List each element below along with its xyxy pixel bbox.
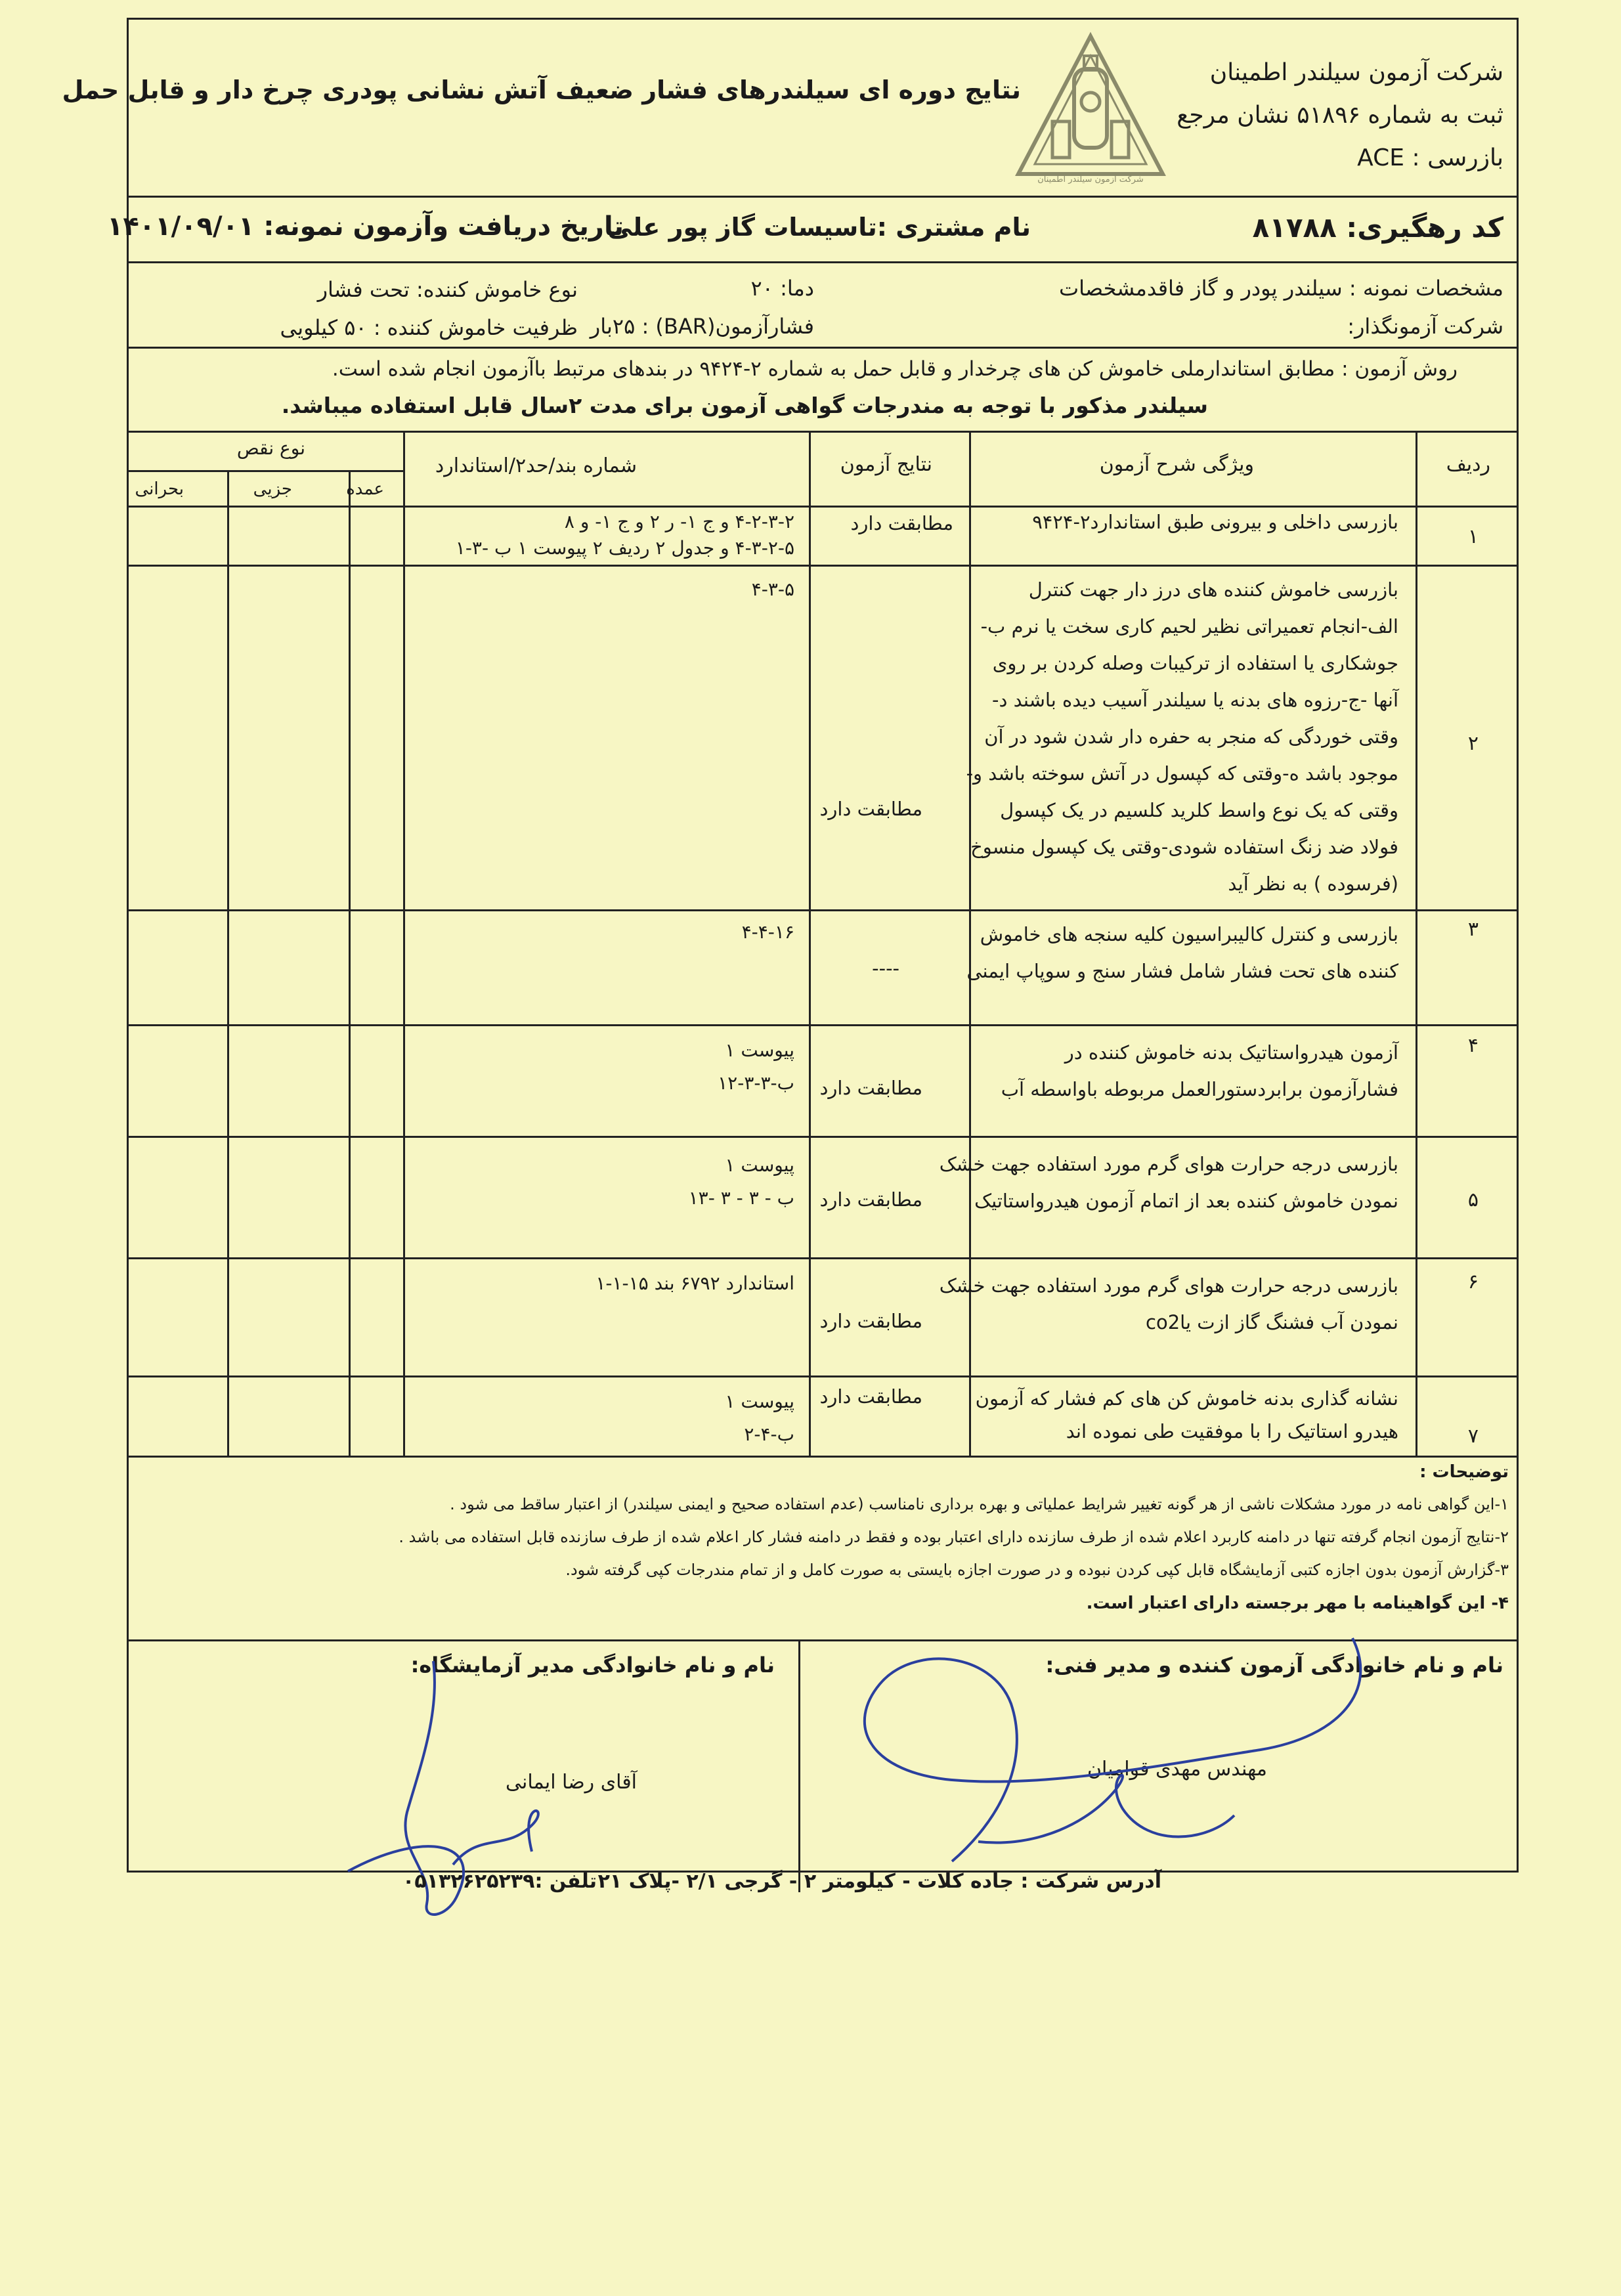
row-1-clause: ۴-۲-۳-۲ و ج ۱- ر ۲ و ج ۱- و ۸ ۴-۳-۲-۵ و جدول ۲ ردیف ۲ پیوست ۱ ب -۳-۱ [455,511,794,559]
row-5-result: مطابقت دارد [819,1188,922,1211]
row-2-no: ۲ [1467,732,1479,755]
header-critical: بحرانی [135,479,184,499]
note-1: ۱-این گواهی نامه در مورد مشکلات ناشی از هر گونه تغییر شرایط عملیاتی و بهره برداری نامناسب (عدم استفاده صحیح و ایمنی سیلندر) از اعتبار ساقط می شود . [450,1495,1509,1513]
header-row-no: ردیف [1446,453,1490,476]
row-4-clause: پیوست ۱ ب-۳-۳-۱۲ [718,1039,794,1094]
lab-manager-name: آقای رضا ایمانی [506,1771,637,1794]
lab-manager-label: نام و نام خانوادگی مدیر آزمایشگاه: [410,1653,775,1678]
tester-name: مهندس مهدی قوامیان [1087,1758,1267,1781]
method-line-1: روش آزمون : مطابق استاندارملی خاموش کن های چرخدار و قابل حمل به شماره ۲-۹۴۲۴ در بندهای مرتبط باآزمون انجام شده است. [332,357,1458,381]
sample-spec: مشخصات نمونه : سیلندر پودر و گاز فاقدمشخصات [1058,276,1503,301]
row-7-result: مطابقت دارد [819,1385,922,1408]
row-5-clause: پیوست ۱ ب - ۳ - ۳ -۱۳ [688,1154,794,1209]
tester-signature [840,1625,1412,1901]
row-6-description: بازرسی درجه حرارت هوای گرم مورد استفاده جهت خشک نمودن آب فشنگ گاز ازت یاco2 [939,1274,1398,1333]
row-1-no: ۱ [1467,525,1479,548]
header-description: ویژگی شرح آزمون [1099,453,1254,476]
info-rows-2-3 [129,261,1517,347]
test-method [129,347,1517,431]
method-line-2: سیلندر مذکور با توجه به مندرجات گواهی آزمون برای مدت ۲سال قابل استفاده میباشد. [281,393,1208,418]
company-address: آدرس شرکت : جاده کلات - کیلومتر ۲ - گرجی ۲/۱ -پلاک ۲۱ [597,1870,1161,1893]
row-2-description: بازرسی خاموش کننده های درز دار جهت کنترل الف-انجام تعمیراتی نظیر لحیم کاری سخت یا نرم ب- جوشکاری یا استفاده از ترکیبات وصله کردن بر روی آنها -ج-رزوه های بدنه یا سیلندر آسیب دیده باشند د- وقتی خوردگی که منجر به حفره دار شدن شود در آن موجود باشد ه-وقتی که کپسول در آتش سوخته باشد و- وقتی که یک نوع واسط کلرید کلسیم در یک کپسول فولاد ضد زنگ استفاده شودی-وقتی یک کپسول منسوخ (فرسوده ) به نظر آید [966,578,1398,895]
row-7-clause: پیوست ۱ ب-۴-۲ [725,1391,794,1445]
company-phone: تلفن :۰۵۱۳۲۶۲۵۲۳۹ [402,1870,597,1893]
row-5-no: ۵ [1467,1188,1479,1211]
inspector: بازرسی : ACE [1357,144,1503,171]
company-name: شرکت آزمون سیلندر اطمینان [1209,59,1503,86]
row-3-result: ---- [872,957,899,980]
row-1-result: مطابقت دارد [850,512,953,534]
row-3-clause: ۴-۴-۱۶ [741,921,794,943]
info-row-1 [106,196,1517,261]
row-6-no: ۶ [1467,1270,1479,1293]
row-2-clause: ۴-۳-۵ [751,578,794,600]
row-6-result: مطابقت دارد [819,1310,922,1332]
company-logo [1012,30,1169,187]
header-clause: شماره بند/حد۲/استاندارد [435,454,637,477]
temperature: دما: ۲۰ [750,276,814,301]
row-3-no: ۳ [1467,918,1479,941]
row-7-no: ۷ [1467,1425,1479,1448]
test-pressure: فشارآزمون(BAR) : ۲۵بار [590,314,814,339]
row-3-description: بازرسی و کنترل کالیبراسیون کلیه سنجه های خاموش کننده های تحت فشار شامل فشار سنج و سوپاپ ایمنی [966,923,1398,982]
extinguisher-capacity: ظرفیت خاموش کننده : ۵۰ کیلویی [280,315,578,340]
extinguisher-type: نوع خاموش کننده: تحت فشار [317,277,578,302]
note-2: ۲-نتایج آزمون انجام گرفته تنها در دامنه کاربرد اعلام شده از طرف سازنده دارای اعتبار بوده و فقط در دامنه فشار کار اعلام شده از طرف سازنده قابل استفاده می باشد . [399,1528,1509,1546]
row-1-description: بازرسی داخلی و بیرونی طبق استاندارد۲-۹۴۲۴ [1032,511,1398,533]
row-2-result: مطابقت دارد [819,798,922,820]
notes [129,1456,1517,1639]
header-defect-type: نوع نقص [236,437,305,459]
header-result: نتایج آزمون [840,453,932,476]
row-6-clause: استاندارد ۶۷۹۲ بند ۱۵-۱-۱ [595,1272,794,1294]
header-major: عمده [346,479,384,499]
note-3: ۳-گزارش آزمون بدون اجازه کتبی آزمایشگاه قابل کپی کردن نبوده و در صورت اجازه بایستی به صورت کامل و از تمام مندرجات کپی گرفته شود. [565,1561,1509,1579]
tester-company: شرکت آزمونگذار: [1347,314,1503,339]
tester-label: نام و نام خانوادگی آزمون کننده و مدیر فنی: [1045,1653,1503,1678]
header [62,20,1517,196]
registration-number: ثبت به شماره ۵۱۸۹۶ نشان مرجع [1177,102,1503,129]
receipt-date: تاریخ دریافت وآزمون نمونه: ۱۴۰۱/۰۹/۰۱ [106,211,624,242]
row-5-description: بازرسی درجه حرارت هوای گرم مورد استفاده جهت خشک نمودن خاموش کننده بعد از اتمام آزمون هیدرواستاتیک [939,1153,1398,1212]
row-4-description: آزمون هیدرواستاتیک بدنه خاموش کننده در فشارآزمون برابردستورالعمل مربوطه باواسطه آب [1001,1041,1398,1100]
certificate-frame [62,18,1519,1873]
document-title: نتایج دوره ای سیلندرهای فشار ضعیف آتش نشانی پودری چرخ دار و قابل حمل [62,76,1021,104]
notes-title: توضیحات : [1419,1462,1509,1482]
row-7-description: نشانه گذاری بدنه خاموش کن های کم فشار که آزمون هیدرو استاتیک را با موفقیت طی نموده اند [975,1387,1398,1442]
header-minor: جزیی [253,479,292,499]
row-4-no: ۴ [1467,1034,1479,1057]
tracking-code: کد رهگیری: ۸۱۷۸۸ [1252,211,1503,244]
note-4: ۴- این گواهینامه با مهر برجسته دارای اعتبار است. [1086,1593,1509,1613]
logo-caption: شرکت آزمون سیلندر اطمینان [1037,175,1144,184]
row-4-result: مطابقت دارد [819,1077,922,1099]
customer-name: نام مشتری :تاسیسات گاز پور علی [607,213,1031,242]
